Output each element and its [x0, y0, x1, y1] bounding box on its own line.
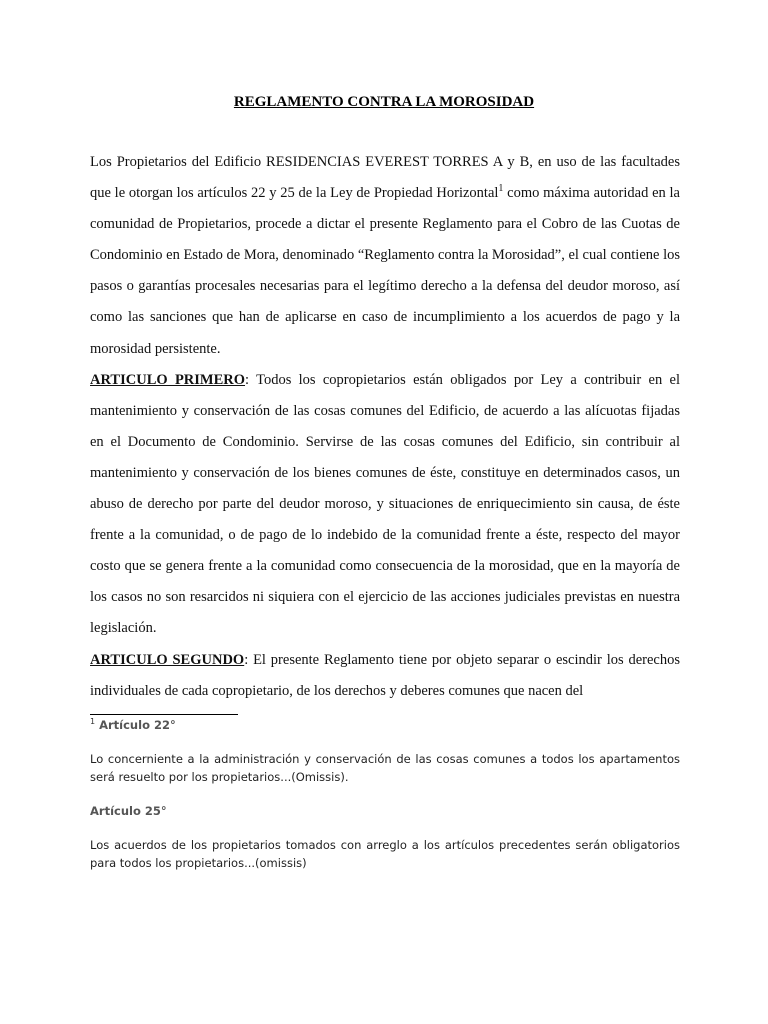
article-primero-text: : Todos los copropietarios están obligados por Ley a contribuir en el mantenimiento y conservación de las cosas comunes del Edificio, de acuerdo a las alícuotas fijadas en el Documento de Condominio. Servirse de las cosas comunes del Edificio, sin contribuir al mantenimiento y conservación de los bienes comunes de éste, constituye en determinados casos, un abuso de derecho por parte del deudor moroso, y situaciones de enriquecimiento sin causa, de éste frente a la comunidad, o de pago de lo indebido de la comunidad frente a éste, respecto del mayor costo que se genera frente a la comunidad como consecuencia de la morosidad, que en la mayoría de los casos no son resarcidos ni siquiera con el ejercicio de las acciones judiciales previstas en nuestra legislación.	[90, 371, 681, 637]
document-body	[90, 147, 680, 707]
footnote-number: 1	[90, 717, 96, 727]
article-segundo-paragraph	[90, 645, 680, 707]
article-primero-heading: ARTICULO PRIMERO	[90, 371, 246, 388]
footnote-reference[interactable]: 1	[498, 183, 504, 195]
footnotes-section	[90, 716, 680, 872]
article-segundo-heading: ARTICULO SEGUNDO	[90, 651, 245, 668]
intro-text-start: Los Propietarios del Edificio RESIDENCIAS EVEREST TORRES A y B, en uso de las facultades que le otorgan los artículos 22 y 25 de la Ley de Propiedad Horizontal	[90, 154, 680, 202]
footnote-article-22-label: Artículo 22°	[99, 718, 176, 732]
intro-text-end: como máxima autoridad en la comunidad de Propietarios, procede a dictar el presente Reglamento para el Cobro de las Cuotas de Condominio en Estado de Mora, denominado “Reglamento contra la Morosidad”, el cual contiene los pasos o garantías procesales necesarias para el legítimo derecho a la defensa del deudor moroso, así como las sanciones que han de aplicarse en caso de incumplimiento a los acuerdos de pago y la morosidad persistente.	[90, 185, 680, 357]
footnote-article-25-text: Los acuerdos de los propietarios tomados con arreglo a los artículos precedentes serán obligatorios para todos los propietarios...(omissis)	[90, 838, 680, 870]
document-title: REGLAMENTO CONTRA LA MOROSIDAD	[233, 94, 535, 110]
article-primero-paragraph	[90, 365, 680, 645]
intro-paragraph	[90, 147, 680, 365]
footnote-article-25-heading: Artículo 25°	[90, 804, 167, 818]
footnote-article-22-heading	[90, 716, 680, 734]
footnote-separator	[90, 714, 238, 715]
article-segundo-text: : El presente Reglamento tiene por objeto separar o escindir los derechos individuales de cada copropietario, de los derechos y deberes comunes que nacen del	[90, 651, 680, 699]
footnote-article-22-text: Lo concerniente a la administración y conservación de las cosas comunes a todos los apartamentos será resuelto por los propietarios...(Omissis).	[90, 752, 680, 784]
